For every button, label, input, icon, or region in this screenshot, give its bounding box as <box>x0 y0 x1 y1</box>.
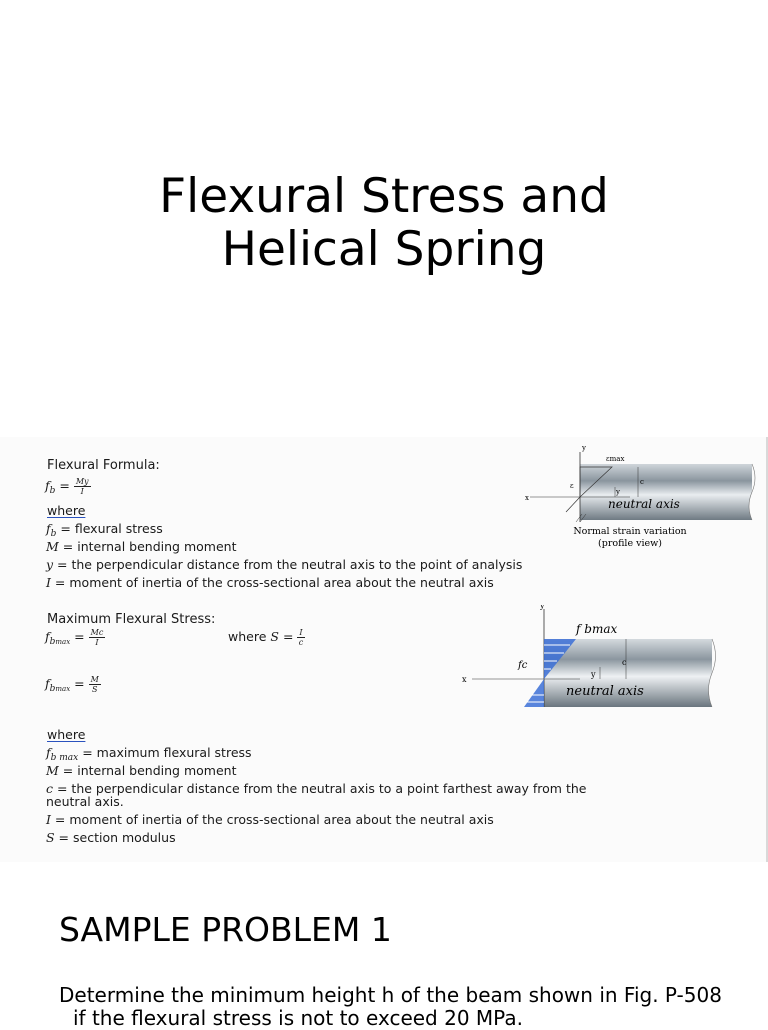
where-label-1: where <box>47 503 86 518</box>
neutral-axis-label-bottom: neutral axis <box>566 684 644 699</box>
fbmax-formula-1: $f_{bmax}$ = $\frac{Mc}{I}$ <box>45 628 104 647</box>
caption-line-2: (profile view) <box>598 538 662 549</box>
slide-title <box>0 170 768 276</box>
stress-distribution-diagram <box>460 605 720 707</box>
fb-sub: b <box>49 486 56 496</box>
strain-variation-diagram <box>520 442 760 552</box>
mc-over-i: $\frac{Mc}{I}$ <box>90 628 104 647</box>
def-fb: $f_b$ = flexural stress <box>46 521 163 539</box>
flexural-formula-figure <box>0 437 768 862</box>
y-dim-label: y <box>616 488 620 496</box>
def-i: I = moment of inertia of the cross-sectional area about the neutral axis <box>46 575 494 590</box>
i-over-c: $\frac{I}{c}$ <box>298 628 304 647</box>
def2-fbmax: $f_{b max}$ = maximum flexural stress <box>46 745 252 763</box>
my-over-i <box>74 477 91 496</box>
tension-wedge <box>524 679 544 707</box>
def2-i: I = moment of inertia of the cross-sectional area about the neutral axis <box>46 812 494 827</box>
sample-problem-heading: SAMPLE PROBLEM 1 <box>59 910 392 949</box>
eps-max-label: εmax <box>606 455 625 463</box>
def-m: M = internal bending moment <box>46 539 237 554</box>
caption-line-1: Normal strain variation <box>573 526 687 537</box>
c-dim-label-bottom: c <box>622 658 627 667</box>
fc-label: fc <box>518 660 528 671</box>
fbmax-label: f bmax <box>576 622 618 636</box>
fbmax-formula-2: $f_{bmax}$ = $\frac{M}{S}$ <box>45 675 99 694</box>
i-denominator: I <box>80 487 84 496</box>
problem-line-2: if the flexural stress is not to exceed 20 MPa. <box>73 1006 523 1030</box>
def-y: y = the perpendicular distance from the neutral axis to the point of analysis <box>46 557 523 572</box>
y-dim-label-bottom: y <box>591 670 596 679</box>
def2-c: c = the perpendicular distance from the neutral axis to a point farthest away from the <box>46 781 587 796</box>
max-stress-heading: Maximum Flexural Stress: <box>47 612 216 627</box>
x-label-bottom: x <box>462 675 467 684</box>
eps-label: ε <box>570 482 574 490</box>
c-dim-label: c <box>640 478 644 486</box>
x-label-top: x <box>525 494 529 502</box>
title-line-2: Helical Spring <box>221 222 547 277</box>
equals-sign: = <box>59 478 70 493</box>
title-line-1: Flexural Stress and <box>159 169 609 224</box>
m-over-s: $\frac{M}{S}$ <box>90 675 99 694</box>
def2-s: S = section modulus <box>46 830 176 845</box>
where-label-2: where <box>47 727 86 742</box>
fb-symbol: f <box>45 478 50 493</box>
def2-m: M = internal bending moment <box>46 763 237 778</box>
problem-line-1: Determine the minimum height h of the beam shown in Fig. P-508 <box>59 983 722 1007</box>
my-numerator: My <box>75 477 89 486</box>
sample-problem-text <box>59 984 759 1030</box>
y-label-top: y <box>582 444 586 452</box>
flexural-formula <box>45 477 91 496</box>
neutral-axis-label-top: neutral axis <box>608 497 680 511</box>
flexural-formula-heading: Flexural Formula: <box>47 458 160 473</box>
section-modulus-formula: where S = $\frac{I}{c}$ <box>228 628 304 647</box>
def2-c-cont: neutral axis. <box>46 794 124 809</box>
y-label-bottom: y <box>540 605 545 610</box>
